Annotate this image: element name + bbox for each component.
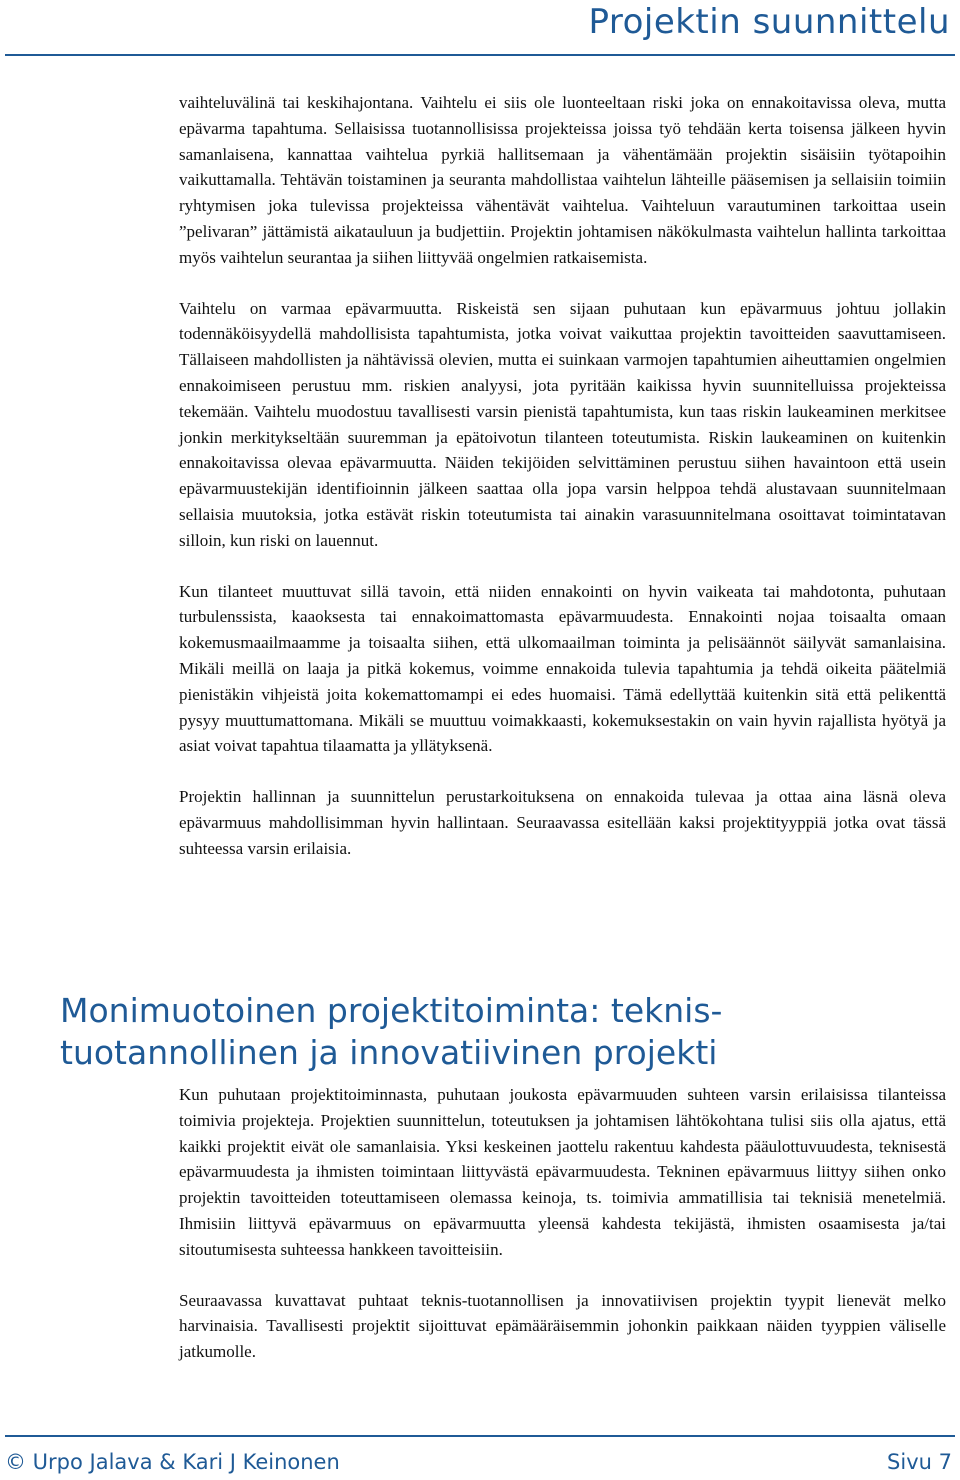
footer-page-number: Sivu 7 (887, 1450, 952, 1474)
footer-divider (5, 1435, 955, 1437)
section-heading: Monimuotoinen projektitoiminta: teknis-tuotannollinen ja innovatiivinen projekti (60, 991, 723, 1072)
header-divider (5, 54, 955, 56)
body-text-upper (179, 90, 946, 862)
paragraph: Kun tilanteet muuttuvat sillä tavoin, että niiden ennakointi on hyvin vaikeata tai mahdotonta, puhutaan turbulenssista, kaaoksesta tai ennakoimattomasta epävarmuudesta. Ennakointi nojaa toisaalta omaan kokemusmaailmaamme ja toisaalta siihen, että ulkomaailman toiminta ja pelisäännöt säilyvät samanlaisina. Mikäli meillä on laaja ja pitkä kokemus, voimme ennakoida tulevia tapahtumia ja tehdä oikeita päätelmiä pienistäkin vihjeistä joita kokemattomampi ei edes huomaisi. Tämä edellyttää kuitenkin sitä että pelikenttä pysyy muuttumattomana. Mikäli se muuttuu voimakkaasti, kokemuksestakin on vain hyvin rajallista hyötyä ja asiat voivat tapahtua tilaamatta ja yllätyksenä. (179, 581, 946, 756)
page-footer (5, 1450, 952, 1474)
paragraph: Vaihtelu on varmaa epävarmuutta. Riskeistä sen sijaan puhutaan kun epävarmuus johtuu jollakin todennäköisyydellä mahdollisista tapahtumista, jotka voivat vaikuttaa projektin tavoitteiden saavuttamiseen. Tällaiseen mahdollisten ja nähtävissä olevien, mutta ei suinkaan varmojen tapahtumien aiheuttamien ongelmien ennakoimiseen perustuu mm. riskien analyysi, jota pyritään kaikissa hyvin suunnitelluissa projekteissa tekemään. Vaihtelu muodostuu tavallisesti varsin pienistä tapahtumista, kun taas riskin laukeaminen merkitsee jonkin merkitykseltään suuremman ja epätoivotun tilanteen toteutumista. Riskin laukeaminen on kuitenkin ennakoitavissa olevaa epävarmuutta. Näiden tekijöiden selvittäminen perustuu siihen havaintoon että usein epävarmuustekijän identifioinnin jälkeen saattaa olla jopa varsin helppoa tehdä alustavaan suunnitelmaan sellaisia muutoksia, jotka estävät riskin toteutumista tai ainakin varasuunnitelmana osoittavat toimintatavan silloin, kun riski on lauennut. (179, 298, 946, 550)
page-header-title: Projektin suunnittelu (588, 2, 950, 42)
paragraph: Seuraavassa kuvattavat puhtaat teknis-tuotannollisen ja innovatiivisen projektin tyypit lienevät melko harvinaisia. Tavallisesti projektit sijoittuvat epämääräisemmin johonkin paikkaan näiden tyyppien väliselle jatkumolle. (179, 1290, 946, 1362)
paragraph: Projektin hallinnan ja suunnittelun perustarkoituksena on ennakoida tulevaa ja ottaa aina läsnä oleva epävarmuus mahdollisimman hyvin hallintaan. Seuraavassa esitellään kaksi projektityyppiä jotka ovat tässä suhteessa varsin erilaisia. (179, 787, 946, 858)
paragraph: Kun puhutaan projektitoiminnasta, puhutaan joukosta epävarmuuden suhteen varsin erilaisissa tilanteissa toimivia projekteja. Projektien suunnittelun, toteutuksen ja johtamisen lähtökohtana tulisi siis olla ajatus, että kaikki projektit eivät ole samanlaisia. Yksi keskeinen jaottelu rakentuu kahdesta pääulottuvuudesta, teknisestä epävarmuudesta ja ihmisten toimintaan liittyvästä epävarmuudesta. Tekninen epävarmuus liittyy siihen onko projektin tavoitteiden toteuttamiseen olemassa keinoja, ts. toimivia ammatillisia tai teknisiä menetelmiä. Ihmisiin liittyvä epävarmuus on epävarmuutta yleensä kahdesta tekijästä, ihmisten osaamisesta ja/tai sitoutumisesta suhteessa hankkeen tavoitteisiin. (179, 1085, 946, 1259)
footer-authors: © Urpo Jalava & Kari J Keinonen (5, 1450, 340, 1474)
body-text-section (179, 1082, 946, 1365)
paragraph: vaihteluvälinä tai keskihajontana. Vaihtelu ei siis ole luonteeltaan riski joka on ennakoitavissa oleva, mutta epävarma tapahtuma. Sellaisissa tuotannollisissa projekteissa joissa työ tehdään kerta toisensa jälkeen hyvin samanlaisena, kannattaa vaihtelua pyrkiä hallitsemaan ja vähentämään projektin sisäisiin työtapoihin vaikuttamalla. Tehtävän toistaminen ja seuranta mahdollistaa vaihtelun lähteille pääsemisen ja sellaisiin toimiin ryhtymisen joka tulevissa projekteissa vähentävät vaihtelua. Vaihteluun varautuminen tarkoittaa usein ”pelivaran” jättämistä aikatauluun ja budjettiin. Projektin johtamisen näkökulmasta vaihtelun hallinta tarkoittaa myös vaihtelun seurantaa ja siihen liittyvää ongelmien ratkaisemista. (179, 93, 946, 267)
